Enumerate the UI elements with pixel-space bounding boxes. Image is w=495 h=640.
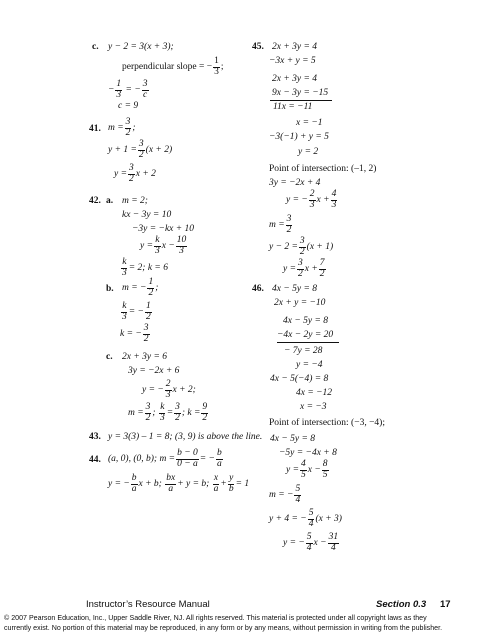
p40c-equation: y − 2 = 3(x + 3); — [108, 42, 174, 52]
p45-line2: −3x + y = 5 — [269, 56, 316, 66]
p46-line8: 4x = −12 — [296, 388, 333, 398]
problem-40c-label: c. — [92, 42, 99, 52]
p41-line2: y + 1 = $\frac{3}{2}$ (x + 2) — [108, 139, 173, 160]
p41-line3: y = $\frac{3}{2}$ x + 2 — [114, 163, 156, 184]
problem-43-label: 43. — [89, 432, 101, 442]
p46-line6: y = −4 — [296, 360, 323, 370]
p45-line5: 11x = −11 — [273, 102, 313, 112]
p42c-line4: m = $\frac{3}{2}$ ; $\frac{k}{3}$ = $\frac{3}{2}$ ; k = $\frac{9}{2}$ — [128, 402, 208, 423]
p46-line5: − 7y = 28 — [284, 346, 323, 356]
problem-46-label: 46. — [252, 284, 264, 294]
p41-line1: m = $\frac{3}{2}$ ; — [108, 117, 136, 138]
p42a-line4: y = $\frac{k}{3}$ x − $\frac{10}{3}$ — [140, 235, 187, 256]
problem-45-label: 45. — [252, 42, 264, 52]
p45-line12: m = $\frac{3}{2}$ — [269, 214, 292, 235]
p42b-line3: k = − $\frac{3}{2}$ — [120, 323, 149, 344]
p46-line9: x = −3 — [300, 402, 327, 412]
p42c-line1: 2x + 3y = 6 — [122, 352, 168, 362]
problem-42b-label: b. — [106, 284, 114, 294]
p45-line8: y = 2 — [298, 147, 319, 157]
p45-line11: y = − $\frac{2}{3}$ x + $\frac{4}{3}$ — [286, 189, 337, 210]
p42b-line1: m = − $\frac{1}{2}$ ; — [122, 277, 159, 298]
p46-line4: −4x − 2y = 20 — [277, 330, 334, 340]
p45-intersection: Point of intersection: (–1, 2) — [269, 164, 377, 174]
problem-42a-label: a. — [106, 196, 114, 206]
p42c-line3: y = − $\frac{2}{3}$ x + 2; — [142, 379, 196, 400]
problem-42-label: 42. — [89, 196, 101, 206]
p45-line14: y = $\frac{3}{2}$ x + $\frac{7}{2}$ — [283, 258, 325, 279]
footer-page-number: 17 — [440, 599, 451, 610]
p46-line15: y + 4 = − $\frac{5}{4}$ (x + 3) — [269, 508, 342, 529]
p42a-line2: kx − 3y = 10 — [122, 210, 172, 220]
p44-line1: (a, 0), (0, b); m = $\frac{b - 0}{0 - a}$ = − $\frac{b}{a}$ — [108, 448, 222, 469]
p46-line2: 2x + y = −10 — [274, 298, 326, 308]
p45-line3: 2x + 3y = 4 — [272, 74, 318, 84]
p45-line7: −3(−1) + y = 5 — [269, 132, 329, 142]
p44-line2: y = − $\frac{b}{a}$ x + b; $\frac{bx}{a}$ + y = b; $\frac{x}{a}$ + $\frac{y}{b}$ = 1 — [108, 473, 250, 494]
p42a-line1: m = 2; — [122, 196, 148, 206]
problem-42c-label: c. — [106, 352, 113, 362]
footer-copyright-line1: © 2007 Pearson Education, Inc., Upper Saddle River, NJ. All rights reserved. This material is protected under all copyright laws as they — [4, 614, 427, 622]
footer-manual-title: Instructor’s Resource Manual — [86, 599, 210, 610]
p40c-line3: c = 9 — [118, 101, 139, 111]
p45-line6: x = −1 — [296, 118, 323, 128]
p40c-perp-slope: perpendicular slope = − $\frac{1}{3}$ ; — [122, 56, 224, 77]
p46-line3: 4x − 5y = 8 — [283, 316, 329, 326]
p46-line13: y = $\frac{4}{5}$ x − $\frac{8}{5}$ — [286, 459, 328, 480]
p46-sum-rule — [277, 342, 339, 343]
p45-line10: 3y = −2x + 4 — [269, 178, 321, 188]
p45-line1: 2x + 3y = 4 — [272, 42, 318, 52]
footer-section: Section 0.3 — [376, 599, 427, 610]
problem-44-label: 44. — [89, 455, 101, 465]
p46-line11: 4x − 5y = 8 — [270, 434, 316, 444]
p46-intersection: Point of intersection: (−3, −4); — [269, 418, 385, 428]
p45-sum-rule — [270, 100, 332, 101]
problem-41-label: 41. — [89, 124, 101, 134]
p46-line7: 4x − 5(−4) = 8 — [270, 374, 329, 384]
p45-line13: y − 2 = $\frac{3}{2}$ (x + 1) — [269, 236, 334, 257]
p42a-line5: $\frac{k}{3}$ = 2; k = 6 — [122, 257, 168, 278]
p42a-line3: −3y = −kx + 10 — [132, 224, 195, 234]
p46-line14: m = − $\frac{5}{4}$ — [269, 484, 301, 505]
p40c-line2: − $\frac{1}{3}$ = − $\frac{3}{c}$ — [108, 79, 148, 100]
p46-line12: −5y = −4x + 8 — [279, 448, 337, 458]
p43-text: y = 3(3) – 1 = 8; (3, 9) is above the line. — [108, 432, 263, 442]
footer-copyright-line2: currently exist. No portion of this material may be reproduced, in any form or by any means, without permission in writing from the publisher. — [4, 624, 443, 632]
p46-line16: y = − $\frac{5}{4}$ x − $\frac{31}{4}$ — [283, 532, 339, 553]
p42c-line2: 3y = −2x + 6 — [128, 366, 180, 376]
p46-line1: 4x − 5y = 8 — [272, 284, 318, 294]
p45-line4: 9x − 3y = −15 — [272, 88, 329, 98]
p42b-line2: $\frac{k}{3}$ = − $\frac{1}{2}$ — [122, 301, 151, 322]
